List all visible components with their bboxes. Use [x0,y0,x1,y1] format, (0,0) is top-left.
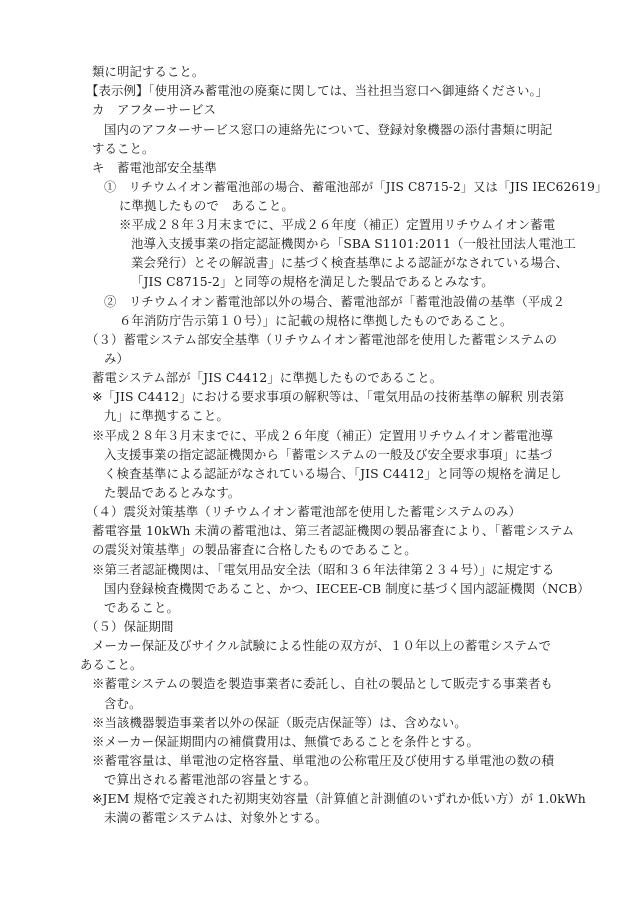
text-line: であること。 [104,600,179,615]
text-line: ② リチウムイオン蓄電池部以外の場合、蓄電池部が「蓄電池設備の基準（平成２ [104,294,566,309]
text-line: 類に明記すること。 [92,64,205,79]
text-line: に準拠したもので あること。 [119,198,294,213]
text-line: カ アフターサービス [92,102,217,117]
text-line: で算出される蓄電池部の容量とする。 [104,772,317,787]
text-line: すること。 [92,141,155,156]
text-line: ※メーカー保証期間内の補償費用は、無償であることを条件とする。 [92,734,479,749]
text-line: ※蓄電システムの製造を製造事業者に委託し、自社の製品として販売する事業者も [92,676,553,691]
text-line: の震災対策基準」の製品審査に合格したものであること。 [92,542,417,557]
text-line: 国内登録検査機関であること、かつ、IECEE-CB 制度に基づく国内認証機関（NCB） [104,581,590,596]
text-line: ※当該機器製造事業者以外の保証（販売店保証等）は、含めない。 [92,715,467,730]
text-line: 国内のアフターサービス窓口の連絡先について、登録対象機器の添付書類に明記 [104,122,553,137]
text-line: （４）震災対策基準（リチウムイオン蓄電池部を使用した蓄電システムのみ） [86,504,521,519]
text-line: 【表示例】「使用済み蓄電池の廃棄に関しては、当社担当窓口へ御連絡ください。」 [86,83,549,98]
text-line: キ 蓄電池部安全基準 [92,160,217,175]
text-line: ※平成２８年３月末までに、平成２６年度（補正）定置用リチウムイオン蓄電池導 [92,428,554,443]
text-line: 蓄電容量 10kWh 未満の蓄電池は、第三者認証機関の製品審査により、「蓄電システム [92,523,575,538]
text-line: （３）蓄電システム部安全基準（リチウムイオン蓄電池部を使用した蓄電システムの [86,332,558,347]
text-line: 蓄電システム部が「JIS C4412」に準拠したものであること。 [92,370,443,385]
text-line: メーカー保証及びサイクル試験による性能の双方が、１０年以上の蓄電システムで [92,638,552,653]
text-line: く検査基準による認証がなされている場合、「JIS C4412」と同等の規格を満足し [104,466,562,481]
text-line: （５）保証期間 [86,619,174,634]
text-line: ① リチウムイオン蓄電池部の場合、蓄電池部が「JIS C8715-2」又は「JIS IEC62619」 [104,180,608,194]
text-line: た製品であるとみなす。 [104,485,241,500]
text-line: ※第三者認証機関は、「電気用品安全法（昭和３６年法律第２３４号）」に規定する [92,562,555,577]
text-line: 未満の蓄電システムは、対象外とする。 [104,810,328,825]
text-line: ※平成２８年３月末までに、平成２６年度（補正）定置用リチウムイオン蓄電 [119,217,556,232]
text-line: ※JEM 規格で定義された初期実効容量（計算値と計測値のいずれか低い方）が 1.0kWh [92,791,586,806]
text-line: 含む。 [104,696,142,711]
text-line: ※「JIS C4412」における要求事項の解釈等は、「電気用品の技術基準の解釈 別表第 [92,389,565,404]
text-line: 九」に準拠すること。 [104,408,229,423]
text-line: ６年消防庁告示第１０号）」に記載の規格に準拠したものであること。 [119,313,513,328]
text-line: 業会発行）とその解説書」に基づく検査基準による認証がなされている場合、 [131,255,569,270]
text-line: あること。 [80,657,143,672]
text-line: 「JIS C8715-2」と同等の規格を満足した製品であるとみなす。 [131,274,494,289]
text-line: ※蓄電容量は、単電池の定格容量、単電池の公称電圧及び使用する単電池の数の積 [92,753,555,768]
text-line: 入支援事業の指定認証機関から「蓄電システムの一般及び安全要求事項」に基づ [104,447,553,462]
text-line: み） [104,351,129,366]
text-line: 池導入支援事業の指定認証機関から「SBA S1101:2011（一般社団法人電池工 [131,236,576,251]
